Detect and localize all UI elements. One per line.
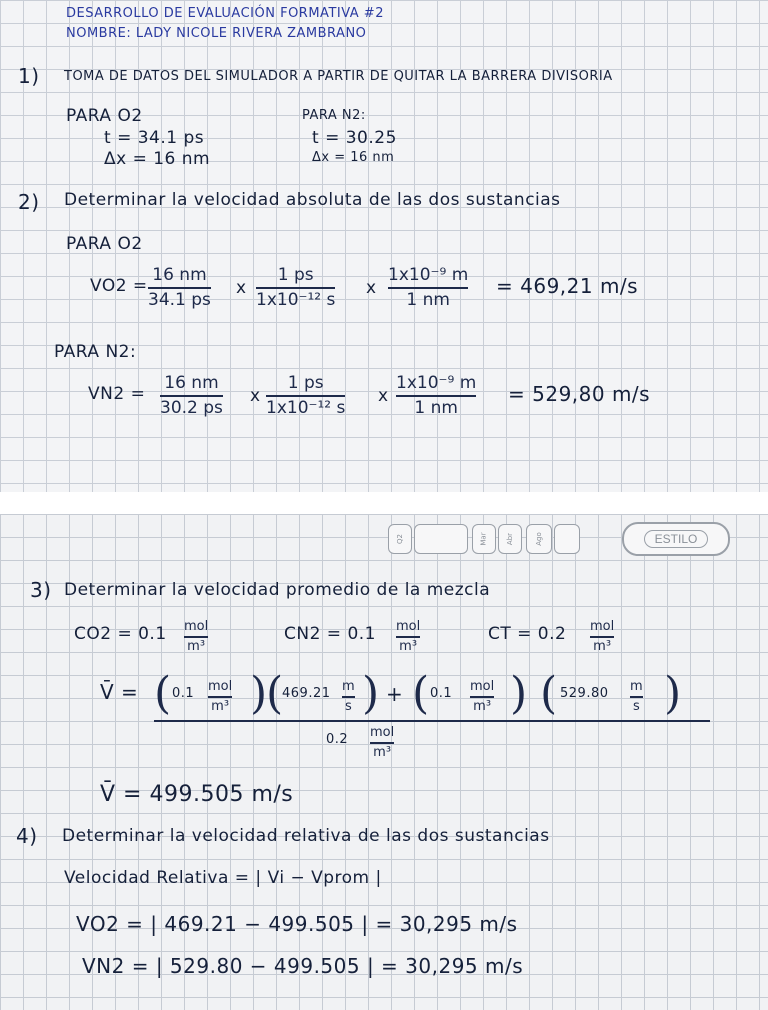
numerator: mol xyxy=(208,679,233,694)
q2-o2-fraction-3 xyxy=(388,266,468,309)
times-sign: x xyxy=(378,386,389,406)
q1-number: 1) xyxy=(18,64,40,88)
numerator: 16 nm xyxy=(152,265,207,285)
q4-o2: VO2 = | 469.21 − 499.505 | = 30,295 m/s xyxy=(76,912,518,936)
open-paren: ( xyxy=(154,668,172,719)
denominator: 1 nm xyxy=(406,289,450,310)
close-paren: ) xyxy=(250,668,268,719)
q1-o2-label: PARA O2 xyxy=(66,106,143,126)
q3-t1-unit xyxy=(208,680,232,715)
plus-sign: + xyxy=(386,682,404,706)
denominator: m³ xyxy=(211,699,230,715)
q2-o2-result: = 469,21 m/s xyxy=(496,274,639,298)
fraction-bar xyxy=(396,636,420,638)
q3-ct-unit xyxy=(590,620,614,655)
fraction-bar xyxy=(184,636,208,638)
open-paren: ( xyxy=(540,668,558,719)
denominator: 1x10⁻¹² s xyxy=(256,289,336,310)
q2-o2-label: PARA O2 xyxy=(66,234,143,254)
notebook-tab-bar xyxy=(10,518,760,558)
q3-t4-unit xyxy=(630,680,643,715)
numerator: 1 ps xyxy=(287,373,324,393)
q3-t3-unit xyxy=(470,680,494,715)
close-paren: ) xyxy=(510,668,528,719)
q2-n2-fraction-1 xyxy=(160,374,223,417)
q3-ct-lhs: CT = 0.2 xyxy=(488,624,567,644)
q2-n2-fraction-3 xyxy=(396,374,476,417)
denominator: m³ xyxy=(373,745,392,761)
tab-label: Ago xyxy=(534,532,543,546)
numerator: 1x10⁻⁹ m xyxy=(388,265,469,285)
q1-n2-dx: Δx = 16 nm xyxy=(312,150,395,165)
numerator: m xyxy=(342,679,355,694)
q3-co2-unit xyxy=(184,620,208,655)
q3-t2-unit xyxy=(342,680,355,715)
q1-o2-t: t = 34.1 ps xyxy=(104,128,205,148)
q2-n2-lhs: VN2 = xyxy=(88,384,146,404)
times-sign: x xyxy=(250,386,261,406)
q2-n2-result: = 529,80 m/s xyxy=(508,382,651,406)
q3-t1-lead: 0.1 xyxy=(172,686,195,701)
tab-q2[interactable] xyxy=(388,524,412,554)
q1-o2-dx: Δx = 16 nm xyxy=(104,149,211,169)
q3-vbar-lhs: V̄ = xyxy=(100,680,139,704)
numerator: 1x10⁻⁹ m xyxy=(396,373,477,393)
q3-cn2-lhs: CN2 = 0.1 xyxy=(284,624,376,644)
fraction-bar xyxy=(342,696,355,698)
tab-label: Mar xyxy=(480,532,488,546)
q2-o2-fraction-1 xyxy=(148,266,211,309)
q2-o2-lhs: VO2 = xyxy=(90,276,148,296)
fraction-bar xyxy=(590,636,614,638)
numerator: mol xyxy=(396,619,421,634)
denominator: m³ xyxy=(187,639,206,655)
q1-text: TOMA DE DATOS DEL SIMULADOR A PARTIR DE QUITAR LA BARRERA DIVISORIA xyxy=(64,69,613,84)
denominator: 34.1 ps xyxy=(148,289,211,310)
q3-result: V̄ = 499.505 m/s xyxy=(100,782,294,807)
denominator: 30.2 ps xyxy=(160,397,223,418)
fraction-bar xyxy=(266,395,345,397)
q3-co2-lhs: CO2 = 0.1 xyxy=(74,624,167,644)
tab-abr[interactable] xyxy=(498,524,522,554)
denominator: m³ xyxy=(593,639,612,655)
numerator: mol xyxy=(590,619,615,634)
q1-n2-label: PARA N2: xyxy=(302,108,366,123)
page-gap xyxy=(0,492,768,514)
fraction-bar xyxy=(630,696,643,698)
estilo-badge xyxy=(622,522,730,556)
q3-den-lead: 0.2 xyxy=(326,732,349,747)
q3-den-unit xyxy=(370,726,394,761)
numerator: mol xyxy=(470,679,495,694)
q2-number: 2) xyxy=(18,190,40,214)
main-fraction-bar xyxy=(154,720,710,722)
fraction-bar xyxy=(388,287,468,289)
fraction-bar xyxy=(370,742,394,744)
fraction-bar xyxy=(148,287,211,289)
denominator: m³ xyxy=(399,639,418,655)
estilo-label: ESTILO xyxy=(644,530,709,548)
close-paren: ) xyxy=(362,668,380,719)
fraction-bar xyxy=(256,287,335,289)
fraction-bar xyxy=(160,395,223,397)
q3-cn2-unit xyxy=(396,620,420,655)
numerator: 1 ps xyxy=(277,265,314,285)
tab-blank-2[interactable] xyxy=(554,524,580,554)
denominator: 1x10⁻¹² s xyxy=(266,397,346,418)
denominator: m³ xyxy=(473,699,492,715)
numerator: mol xyxy=(370,725,395,740)
q1-n2-t: t = 30.25 xyxy=(312,128,397,148)
q4-n2: VN2 = | 529.80 − 499.505 | = 30,295 m/s xyxy=(82,954,524,978)
q3-t4-lead: 529.80 xyxy=(560,686,609,701)
denominator: s xyxy=(632,699,640,715)
notebook-page-top xyxy=(0,0,768,492)
numerator: mol xyxy=(184,619,209,634)
times-sign: x xyxy=(366,278,377,298)
numerator: 16 nm xyxy=(164,373,219,393)
tab-ago[interactable] xyxy=(526,524,552,554)
q2-n2-label: PARA N2: xyxy=(54,342,137,362)
header-name: NOMBRE: LADY NICOLE RIVERA ZAMBRANO xyxy=(66,26,367,41)
times-sign: x xyxy=(236,278,247,298)
denominator: s xyxy=(344,699,352,715)
denominator: 1 nm xyxy=(414,397,458,418)
header-title: DESARROLLO DE EVALUACIÓN FORMATIVA #2 xyxy=(66,6,384,21)
q4-number: 4) xyxy=(16,824,38,848)
q2-n2-fraction-2 xyxy=(266,374,345,417)
q3-t2-lead: 469.21 xyxy=(282,686,331,701)
open-paren: ( xyxy=(412,668,430,719)
fraction-bar xyxy=(470,696,494,698)
fraction-bar xyxy=(208,696,232,698)
q4-formula: Velocidad Relativa = | Vi − Vprom | xyxy=(64,868,382,888)
q2-o2-fraction-2 xyxy=(256,266,335,309)
tab-blank[interactable] xyxy=(414,524,468,554)
numerator: m xyxy=(630,679,643,694)
q3-t3-lead: 0.1 xyxy=(430,686,453,701)
q3-number: 3) xyxy=(30,578,52,602)
tab-label: Abr xyxy=(506,532,514,546)
q2-text: Determinar la velocidad absoluta de las dos sustancias xyxy=(64,190,561,210)
q4-text: Determinar la velocidad relativa de las dos sustancias xyxy=(62,826,550,846)
tab-label: Q2 xyxy=(396,534,404,544)
close-paren: ) xyxy=(664,668,682,719)
tab-mar[interactable] xyxy=(472,524,496,554)
fraction-bar xyxy=(396,395,476,397)
q3-text: Determinar la velocidad promedio de la mezcla xyxy=(64,580,491,600)
open-paren: ( xyxy=(266,668,284,719)
